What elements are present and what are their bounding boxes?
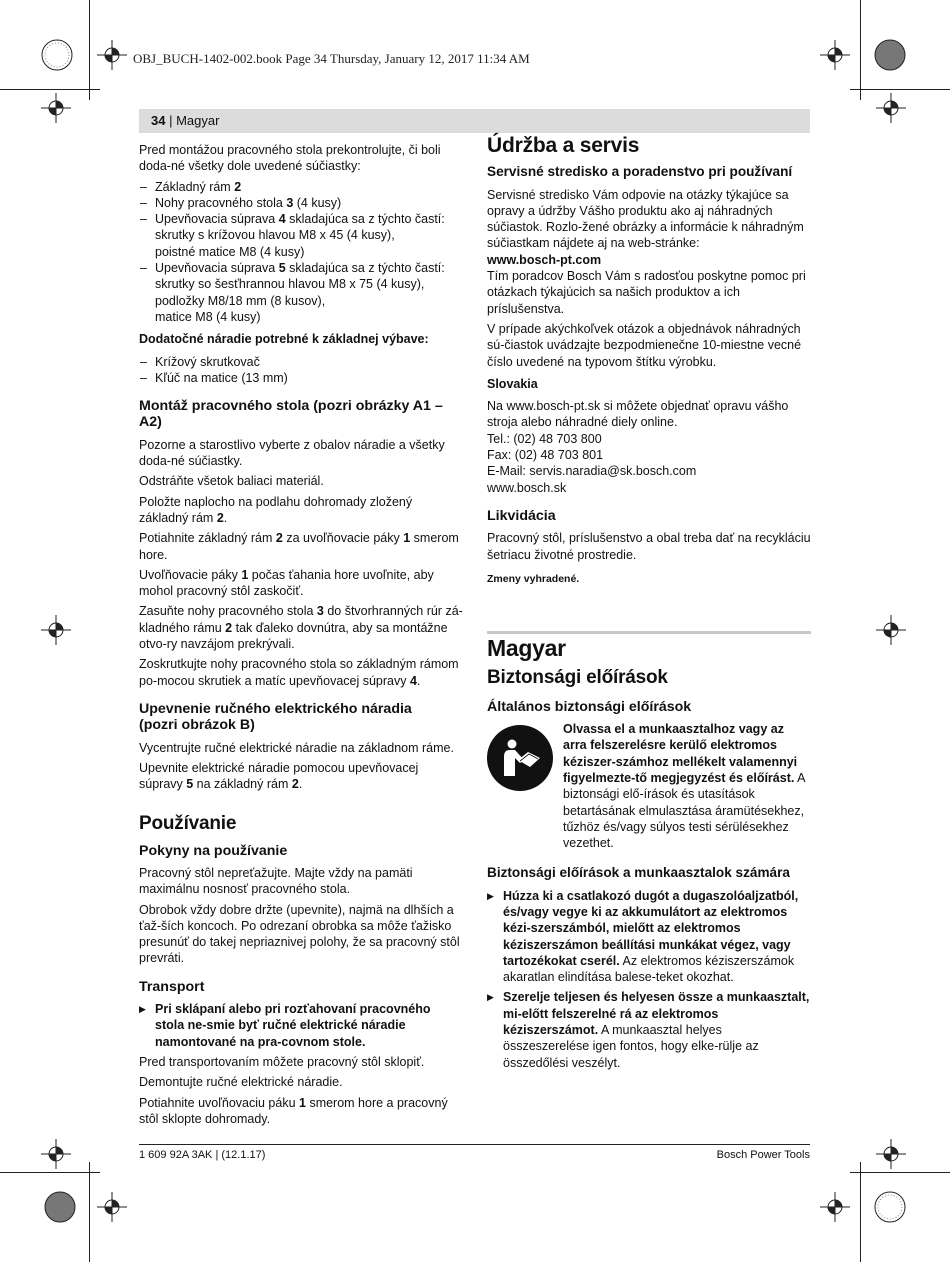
- crop-mark: [89, 0, 90, 100]
- paragraph: Tím poradcov Bosch Vám s radosťou poskytne pomoc pri otázkach týkajúcich sa našich produktov a ich príslušenstva.: [487, 269, 806, 316]
- paragraph: Potiahnite uvoľňovaciu páku 1 smerom hore a pracovný stôl sklopte dohromady.: [139, 1095, 448, 1126]
- list-item: – Základný rám 2: [139, 179, 463, 195]
- crop-mark: [850, 1172, 950, 1173]
- tools-list: [139, 354, 463, 387]
- website-link[interactable]: www.bosch.sk: [487, 480, 567, 495]
- read-manual-block: [487, 721, 811, 851]
- crop-mark: [89, 1162, 90, 1262]
- registration-target-icon: [97, 40, 127, 70]
- registration-target-icon: [876, 615, 906, 645]
- safety-heading: Biztonsági előírások: [487, 667, 668, 689]
- service-heading: Údržba a servis: [487, 134, 640, 157]
- registration-target-icon: [873, 38, 907, 72]
- email: E-Mail: servis.naradia@sk.bosch.com: [487, 464, 697, 479]
- page-header-bar: [139, 109, 810, 133]
- paragraph: Pozorne a starostlivo vyberte z obalov náradie a všetky doda-né súčiastky.: [139, 437, 445, 469]
- paragraph: Zoskrutkujte nohy pracovného stola so základným rámom po-mocou skrutiek a matíc upevňovacej súpravy 4.: [139, 657, 459, 688]
- book-info-line: OBJ_BUCH-1402-002.book Page 34 Thursday, January 12, 2017 11:34 AM: [133, 51, 530, 66]
- paragraph: V prípade akýchkoľvek otázok a objednávok náhradných sú-čiastok uvádzajte bezpodmienečne 10-miestne vecné číslo uvedené na typovom štítku výrobku.: [487, 321, 802, 369]
- page-header: 34 | Magyar: [151, 113, 220, 128]
- paragraph: Na www.bosch-pt.sk si môžete objednať opravu vášho stroja alebo náhradné diely online.: [487, 399, 789, 430]
- footer-doc-number: 1 609 92A 3AK | (12.1.17): [139, 1149, 266, 1161]
- list-item: – Upevňovacia súprava 5 skladajúca sa z týchto častí: skrutky so šesťhrannou hlavou M8 x 75 (4 kusy), podložky M8/18 mm (8 kusov), matice M8 (4 kusy): [139, 260, 463, 325]
- footer-brand: Bosch Power Tools: [716, 1149, 810, 1161]
- fax: Fax: (02) 48 703 801: [487, 448, 604, 463]
- slovakia-heading: Slovakia: [487, 376, 538, 391]
- registration-target-icon: [43, 1190, 77, 1224]
- registration-target-icon: [876, 1139, 906, 1169]
- registration-target-icon: [97, 1192, 127, 1222]
- crop-mark: [0, 1172, 100, 1173]
- paragraph: Pred transportovaním môžete pracovný stôl sklopiť.: [139, 1054, 425, 1069]
- paragraph: Olvassa el a munkaasztalhoz vagy az arra felszerelésre kerülő elektromos kéziszer-számhoz mellékelt valamennyi figyelmezte-tő megjegyzést és előírást. A biztonsági elő-írások és utasítások betartásának elmulasztása áramütésekhez, tűzhöz és/vagy súlyos testi sérülésekhez vezethet.: [563, 722, 805, 851]
- disposal-heading: Likvidácia: [487, 507, 556, 524]
- service-subheading: Servisné stredisko a poradenstvo pri používaní: [487, 164, 793, 180]
- page-number: 34: [151, 113, 166, 128]
- right-column: [487, 134, 811, 1075]
- list-item: ▶ Pri sklápaní alebo pri rozťahovaní pracovného stola ne-smie byť ručné elektrické náradie namontované na pra-covnom stole.: [139, 1001, 463, 1050]
- use-heading: Používanie: [139, 813, 237, 835]
- changes-note: Zmeny vyhradené.: [487, 572, 580, 585]
- registration-target-icon: [876, 93, 906, 123]
- paragraph: Pracovný stôl, príslušenstvo a obal treba dať na recykláciu šetriacu životné prostredie.: [487, 531, 811, 562]
- warning-list: [139, 1001, 463, 1050]
- paragraph: Pracovný stôl nepreťažujte. Majte vždy na pamäti maximálnu nosnosť pracovného stola.: [139, 865, 413, 897]
- list-item: ▶ Szerelje teljesen és helyesen össze a munkaasztalt, mi-előtt felszerelné rá az elektromos kéziszerszámot. A munkaasztal helyes összeszerelése igen fontos, hogy elke-rülje az összedőlési veszélyt.: [487, 989, 811, 1070]
- fix-heading: Upevnenie ručného elektrického náradia (pozri obrázok B): [139, 700, 412, 734]
- registration-target-icon: [40, 38, 74, 72]
- registration-target-icon: [41, 615, 71, 645]
- section-divider: [487, 631, 811, 634]
- paragraph: Vycentrujte ručné elektrické náradie na základnom ráme.: [139, 740, 454, 755]
- general-safety-heading: Általános biztonsági előírások: [487, 698, 692, 715]
- footer-rule: [139, 1144, 810, 1145]
- list-item: – Kľúč na matice (13 mm): [139, 370, 463, 386]
- transport-heading: Transport: [139, 978, 205, 995]
- list-item: – Upevňovacia súprava 4 skladajúca sa z týchto častí: skrutky s krížovou hlavou M8 x 45 (4 kusy), poistné matice M8 (4 kusy): [139, 211, 463, 260]
- registration-target-icon: [41, 93, 71, 123]
- crop-mark: [860, 0, 861, 100]
- left-column: [139, 142, 463, 1131]
- list-item: – Nohy pracovného stola 3 (4 kusy): [139, 195, 463, 211]
- tools-heading: Dodatočné náradie potrebné k základnej výbave:: [139, 332, 429, 347]
- paragraph: Zasuňte nohy pracovného stola 3 do štvorhranných rúr zá-kladného rámu 2 tak ďaleko dovnútra, aby sa montážne otvo-ry navzájom prekrývali.: [139, 604, 463, 652]
- phone: Tel.: (02) 48 703 800: [487, 431, 602, 446]
- list-item: ▶ Húzza ki a csatlakozó dugót a dugaszolóaljzatból, és/vagy vegye ki az akkumulátort az elektromos kézi-szerszámból, mielőtt az elektromos kéziszerszámon beállítási munkákat végez, vagy tartozékokat cserél. Az elektromos kéziszerszámok akaratlan elindítása balese-teket okozhat.: [487, 888, 811, 986]
- list-item: – Krížový skrutkovač: [139, 354, 463, 370]
- crop-mark: [0, 89, 100, 90]
- paragraph: Položte naplocho na podlahu dohromady zložený základný rám 2.: [139, 494, 413, 525]
- registration-target-icon: [820, 40, 850, 70]
- website-link[interactable]: www.bosch-pt.com: [487, 252, 602, 267]
- paragraph: Obrobok vždy dobre držte (upevnite), najmä na dlhších a ťaž-ších koncoch. Po odrezaní obrobka sa môže ťažisko presunúť do takej nepriaznivej polohy, že sa pracovný stôl prevráti.: [139, 902, 460, 966]
- paragraph: Upevnite elektrické náradie pomocou upevňovacej súpravy 5 na základný rám 2.: [139, 760, 419, 792]
- intro-text: Pred montážou pracovného stola prekontrolujte, či boli doda-né všetky dole uvedené súčiastky:: [139, 143, 441, 174]
- language-heading: Magyar: [487, 635, 566, 662]
- registration-target-icon: [820, 1192, 850, 1222]
- crop-mark: [850, 89, 950, 90]
- paragraph: Servisné stredisko Vám odpovie na otázky týkajúce sa opravy a údržby Vášho produktu ako aj náhradných súčiastok. Rozlo-žené obrázky a informácie k náhradným súčiastkam nájdete aj na web-stránke:: [487, 187, 804, 251]
- crop-mark: [860, 1162, 861, 1262]
- paragraph: Potiahnite základný rám 2 za uvoľňovacie páky 1 smerom hore.: [139, 531, 459, 562]
- paragraph: Odstráňte všetok baliaci materiál.: [139, 474, 324, 489]
- paragraph: Demontujte ručné elektrické náradie.: [139, 1075, 343, 1090]
- read-manual-icon: [487, 725, 553, 791]
- parts-list: [139, 179, 463, 326]
- registration-target-icon: [873, 1190, 907, 1224]
- assembly-heading: Montáž pracovného stola (pozri obrázky A1 – A2): [139, 398, 443, 431]
- paragraph: Uvoľňovacie páky 1 počas ťahania hore uvoľnite, aby mohol pracovný stôl zaskočiť.: [139, 567, 434, 599]
- header-section: Magyar: [176, 113, 220, 128]
- table-safety-heading: Biztonsági előírások a munkaasztalok számára: [487, 865, 790, 881]
- use-subheading: Pokyny na používanie: [139, 842, 288, 859]
- warning-list: [487, 888, 811, 1071]
- registration-target-icon: [41, 1139, 71, 1169]
